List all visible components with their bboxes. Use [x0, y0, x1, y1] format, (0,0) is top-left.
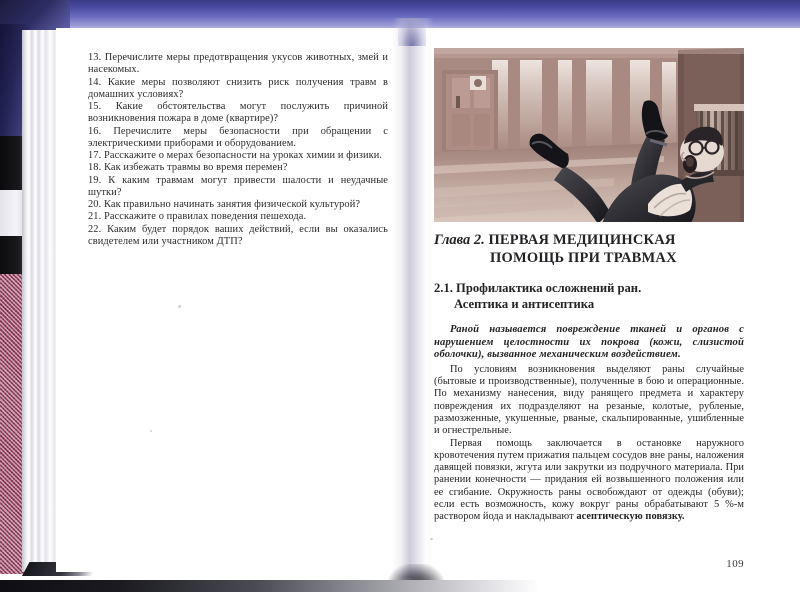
chapter-illustration: [434, 48, 744, 222]
question-item: 14. Какие меры позволяют снизить риск получения травм в домашних условиях?: [88, 76, 388, 100]
section-heading-line1: 2.1. Профилактика осложнений ран.: [434, 281, 642, 295]
right-page-column: [434, 232, 744, 524]
page-number: 109: [726, 558, 744, 570]
section-heading: [434, 281, 744, 312]
question-item: 20. Как правильно начинать занятия физической культурой?: [88, 199, 361, 210]
scan-speck: [150, 430, 152, 432]
question-item: 17. Расскажите о мерах безопасности на уроках химии и физики.: [88, 150, 383, 161]
scan-speck: [430, 538, 433, 540]
question-item: 19. К каким травмам могут привести шалости и неудачные шутки?: [88, 174, 388, 198]
first-aid-paragraph: [434, 438, 744, 524]
chapter-title-line2: ПОМОЩЬ ПРИ ТРАВМАХ: [490, 249, 677, 266]
chapter-title-line1: ПЕРВАЯ МЕДИЦИНСКАЯ: [488, 232, 676, 248]
question-item: 18. Как избежать травмы во время перемен?: [88, 162, 288, 174]
book-base-shadow: [0, 580, 540, 592]
first-aid-paragraph-text: Первая помощь заключается в остановке наружного кровотечения путем прижатия пальцем сосудов вне раны, наложения давящей повязки, жгута или закрутки из подручного материала. При ранении конечности — придания ей возвышенного положения или ее сгибание. Окружность раны освобождают от одежды (обуви); если есть возможность, кожу вокруг раны обрабатывают 5 %-м раствором йода и накладывают: [434, 437, 744, 523]
question-item: 16. Перечислите меры безопасности при обращении с электрическими приборами и оборудованием.: [88, 125, 388, 149]
section-heading-line2: Асептика и антисептика: [454, 296, 595, 311]
question-item: 15. Какие обстоятельства могут послужить причиной возникновения пожара в доме (квартире)?: [88, 101, 388, 125]
review-questions-list: [88, 52, 388, 248]
book-gutter-shadow: [392, 18, 434, 578]
question-item: 13. Перечислите меры предотвращения укусов животных, змей и насекомых.: [88, 52, 388, 76]
falling-person-illustration-svg: [434, 48, 744, 222]
definition-paragraph: Раной называется повреждение тканей и органов с нарушением целостности их покрова (кожи, слизистой оболочки), вызванное механическим воздействием.: [434, 324, 744, 361]
chapter-label: Глава 2.: [434, 232, 485, 248]
question-item: 22. Каким будет порядок ваших действий, если вы оказались свидетелем или участником ДТП?: [88, 223, 388, 247]
left-page-column: [88, 52, 388, 248]
gutter-top-shadow: [398, 20, 426, 46]
scan-speck: [178, 305, 181, 308]
classification-paragraph: По условиям возникновения выделяют раны случайные (бытовые и производственные), полученные в бою и операционные. По механизму нанесения, виду ранящего предмета и характеру повреждения их подразделяют на резаные, колотые, рубленые, размозженные, укушенные, рваные, скальпированные, ушибленные и огнестрельные.: [434, 363, 744, 437]
chapter-heading: [434, 232, 744, 267]
question-item: 21. Расскажите о правилах поведения пешехода.: [88, 211, 307, 223]
first-aid-paragraph-emphasis: асептическую повязку.: [576, 511, 685, 523]
